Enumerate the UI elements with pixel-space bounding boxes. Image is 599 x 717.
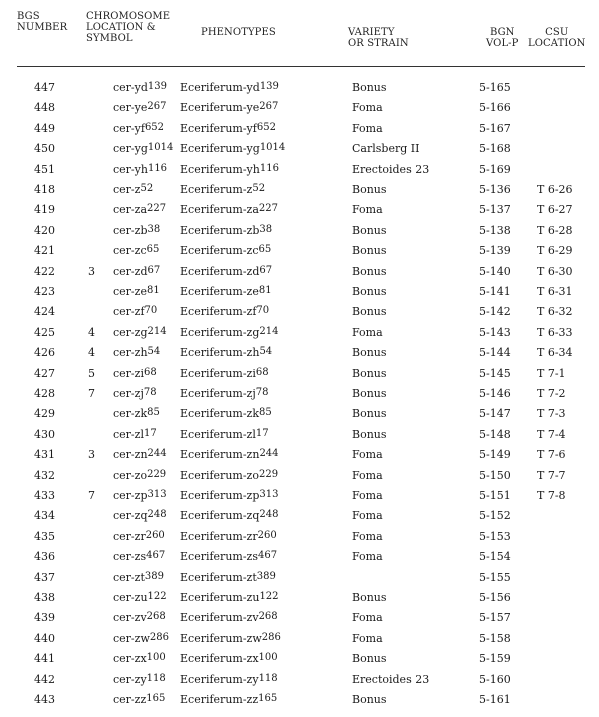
allele-superscript: 1014 xyxy=(147,142,174,154)
phenotype-cell: Eceriferum-$zk^{85}$ xyxy=(180,407,272,421)
phenotype-cell: Eceriferum-$zv^{268}$ xyxy=(180,611,278,625)
symbol-cell: cer-$zj^{78}$ xyxy=(113,387,157,400)
variety-cell: Foma xyxy=(352,325,383,339)
chromosome-cell: 4 xyxy=(88,325,95,339)
bgn-vol-p-cell: 5-145 xyxy=(479,366,511,380)
table-row xyxy=(0,137,599,157)
allele-superscript: 260 xyxy=(257,529,277,541)
symbol-cell: cer-$yd^{139}$ xyxy=(113,81,167,94)
variety-cell: Bonus xyxy=(352,366,387,380)
phenotype-cell: Eceriferum-$zc^{65}$ xyxy=(180,244,272,258)
bgs-number-cell: 442 xyxy=(34,672,55,686)
phenotype-cell: Eceriferum-$zf^{70}$ xyxy=(180,305,270,319)
table-row xyxy=(0,198,599,218)
phenotype-cell: Eceriferum-$zq^{248}$ xyxy=(180,509,279,523)
table-row xyxy=(0,178,599,198)
allele-superscript: 467 xyxy=(258,550,278,562)
bgs-number-cell: 423 xyxy=(34,285,55,298)
variety-cell: Bonus xyxy=(352,652,387,666)
allele-superscript: 38 xyxy=(259,223,273,235)
allele-superscript: 229 xyxy=(258,468,279,480)
allele-superscript: 67 xyxy=(147,264,161,276)
bgn-vol-p-cell: 5-150 xyxy=(479,468,511,482)
csu-location-cell: T 6-27 xyxy=(537,203,573,217)
symbol-cell: cer-$yf^{652}$ xyxy=(113,121,165,135)
bgn-vol-p-cell: 5-152 xyxy=(479,509,511,523)
table-row xyxy=(0,96,599,116)
bgs-number-cell: 419 xyxy=(34,203,55,217)
allele-superscript: 244 xyxy=(259,448,279,460)
symbol-cell: cer-$yh^{116}$ xyxy=(113,162,168,176)
bgs-number-cell: 421 xyxy=(34,244,55,258)
bgn-vol-p-cell: 5-159 xyxy=(479,652,511,666)
bgn-vol-p-cell: 5-137 xyxy=(479,203,511,217)
allele-superscript: 81 xyxy=(146,285,160,296)
chromosome-cell: 4 xyxy=(88,346,95,360)
csu-location-cell: T 6-26 xyxy=(537,183,573,196)
symbol-cell: cer-$zz^{165}$ xyxy=(113,693,166,706)
symbol-cell: cer-$zc^{65}$ xyxy=(113,244,160,258)
phenotype-cell: Eceriferum-$za^{227}$ xyxy=(180,203,278,217)
allele-superscript: 467 xyxy=(146,550,166,562)
allele-superscript: 100 xyxy=(146,652,166,664)
variety-cell: Bonus xyxy=(352,223,387,237)
bgn-vol-p-cell: 5-149 xyxy=(479,448,511,462)
phenotype-cell: Eceriferum-$zb^{38}$ xyxy=(180,223,273,237)
chromosome-cell: 3 xyxy=(88,448,95,462)
bgn-vol-p-cell: 5-165 xyxy=(479,81,511,94)
symbol-cell: cer-$ye^{267}$ xyxy=(113,101,167,115)
chromosome-cell: 7 xyxy=(88,387,95,400)
csu-location-cell: T 6-34 xyxy=(537,346,573,360)
allele-superscript: 122 xyxy=(259,591,279,602)
table-row xyxy=(0,484,599,504)
table-row xyxy=(0,627,599,647)
symbol-cell: cer-$zd^{67}$ xyxy=(113,264,161,278)
bgs-number-cell: 448 xyxy=(34,101,55,115)
bgs-number-cell: 438 xyxy=(34,591,55,604)
variety-cell: Bonus xyxy=(352,81,387,94)
allele-superscript: 65 xyxy=(146,244,160,256)
symbol-cell: cer-$zp^{313}$ xyxy=(113,489,167,502)
symbol-cell: cer-$zs^{467}$ xyxy=(113,550,166,564)
allele-superscript: 118 xyxy=(258,672,278,684)
bgn-vol-p-cell: 5-144 xyxy=(479,346,511,360)
variety-cell: Foma xyxy=(352,611,383,625)
variety-cell: Bonus xyxy=(352,285,387,298)
bgs-number-cell: 428 xyxy=(34,387,55,400)
table-row xyxy=(0,239,599,259)
bgn-vol-p-cell: 5-136 xyxy=(479,183,511,196)
allele-superscript: 70 xyxy=(144,305,158,317)
bgs-number-cell: 447 xyxy=(34,81,55,94)
symbol-cell: cer-$zv^{268}$ xyxy=(113,611,166,625)
table-row xyxy=(0,300,599,320)
symbol-cell: cer-$zt^{389}$ xyxy=(113,570,164,584)
table-row xyxy=(0,606,599,626)
symbol-cell: cer-$zg^{214}$ xyxy=(113,325,167,339)
allele-superscript: 313 xyxy=(259,489,279,500)
allele-superscript: 52 xyxy=(140,183,154,194)
allele-superscript: 139 xyxy=(147,81,167,92)
table-row xyxy=(0,362,599,382)
table-row xyxy=(0,341,599,361)
bgn-vol-p-cell: 5-143 xyxy=(479,325,511,339)
table-row xyxy=(0,647,599,667)
bgn-vol-p-cell: 5-142 xyxy=(479,305,511,319)
symbol-cell: cer-$zf^{70}$ xyxy=(113,305,158,319)
allele-superscript: 248 xyxy=(147,509,167,521)
variety-cell: Bonus xyxy=(352,346,387,360)
bgs-number-cell: 427 xyxy=(34,366,55,380)
symbol-cell: cer-$zi^{68}$ xyxy=(113,366,157,380)
chromosome-cell: 5 xyxy=(88,366,95,380)
phenotype-cell: Eceriferum-$zd^{67}$ xyxy=(180,264,273,278)
bgs-number-cell: 433 xyxy=(34,489,55,502)
phenotype-cell: Eceriferum-$zs^{467}$ xyxy=(180,550,278,564)
allele-superscript: 118 xyxy=(146,672,166,684)
variety-cell: Bonus xyxy=(352,427,387,441)
bgn-vol-p-cell: 5-140 xyxy=(479,264,511,278)
allele-superscript: 17 xyxy=(255,427,269,439)
bgn-vol-p-cell: 5-167 xyxy=(479,121,511,135)
variety-cell: Erectoides 23 xyxy=(352,672,430,686)
csu-location-cell: T 6-29 xyxy=(537,244,573,258)
table-row xyxy=(0,443,599,463)
csu-location-cell: T 7-7 xyxy=(537,468,566,482)
allele-superscript: 85 xyxy=(147,407,160,419)
bgs-number-cell: 426 xyxy=(34,346,55,360)
allele-superscript: 100 xyxy=(258,652,278,664)
phenotype-cell: Eceriferum-$zp^{313}$ xyxy=(180,489,279,502)
variety-cell: Bonus xyxy=(352,693,387,706)
table-row xyxy=(0,117,599,137)
header-chromosome-location-symbol: CHROMOSOME LOCATION & SYMBOL xyxy=(86,11,171,44)
phenotype-cell: Eceriferum-$zu^{122}$ xyxy=(180,591,279,604)
chromosome-cell: 7 xyxy=(88,489,95,502)
allele-superscript: 54 xyxy=(259,346,273,358)
table-row xyxy=(0,504,599,524)
variety-cell: Foma xyxy=(352,448,383,462)
header-phenotypes: PHENOTYPES xyxy=(201,27,276,38)
allele-superscript: 139 xyxy=(259,81,279,92)
allele-superscript: 81 xyxy=(258,285,272,296)
allele-superscript: 248 xyxy=(259,509,279,521)
table-row xyxy=(0,76,599,96)
bgs-number-cell: 431 xyxy=(34,448,55,462)
phenotype-cell: Eceriferum-$zt^{389}$ xyxy=(180,570,276,584)
symbol-cell: cer-$zq^{248}$ xyxy=(113,509,167,523)
bgn-vol-p-cell: 5-148 xyxy=(479,427,511,441)
bgn-vol-p-cell: 5-147 xyxy=(479,407,511,421)
allele-superscript: 268 xyxy=(258,611,278,623)
symbol-cell: cer-$yg^{1014}$ xyxy=(113,142,174,156)
bgs-number-cell: 430 xyxy=(34,427,55,441)
bgn-vol-p-cell: 5-154 xyxy=(479,550,511,564)
phenotype-cell: Eceriferum-$zl^{17}$ xyxy=(180,427,269,441)
allele-superscript: 389 xyxy=(256,570,276,582)
bgs-number-cell: 437 xyxy=(34,570,55,584)
bgs-number-cell: 435 xyxy=(34,529,55,543)
allele-superscript: 268 xyxy=(146,611,166,623)
allele-superscript: 38 xyxy=(147,223,161,235)
allele-superscript: 122 xyxy=(147,591,167,602)
table-row xyxy=(0,402,599,422)
allele-superscript: 116 xyxy=(259,162,279,174)
phenotype-cell: Eceriferum-$zn^{244}$ xyxy=(180,448,279,462)
symbol-cell: cer-$zu^{122}$ xyxy=(113,591,167,604)
variety-cell: Foma xyxy=(352,509,383,523)
csu-location-cell: T 6-31 xyxy=(537,285,573,298)
phenotype-cell: Eceriferum-$zx^{100}$ xyxy=(180,652,278,666)
bgs-number-cell: 439 xyxy=(34,611,55,625)
bgn-vol-p-cell: 5-155 xyxy=(479,570,511,584)
variety-cell: Bonus xyxy=(352,387,387,400)
variety-cell: Foma xyxy=(352,489,383,502)
bgs-number-cell: 441 xyxy=(34,652,55,666)
bgs-number-cell: 422 xyxy=(34,264,55,278)
bgs-number-cell: 443 xyxy=(34,693,55,706)
symbol-cell: cer-$zh^{54}$ xyxy=(113,346,161,360)
allele-superscript: 68 xyxy=(143,366,157,378)
allele-superscript: 65 xyxy=(258,244,272,256)
bgs-number-cell: 424 xyxy=(34,305,55,319)
phenotype-cell: Eceriferum-$zi^{68}$ xyxy=(180,366,269,380)
chromosome-cell: 3 xyxy=(88,264,95,278)
variety-cell: Bonus xyxy=(352,183,387,196)
bgs-number-cell: 436 xyxy=(34,550,55,564)
variety-cell: Foma xyxy=(352,121,383,135)
allele-superscript: 67 xyxy=(259,264,273,276)
bgn-vol-p-cell: 5-166 xyxy=(479,101,511,115)
table-row xyxy=(0,382,599,402)
bgn-vol-p-cell: 5-158 xyxy=(479,631,511,645)
csu-location-cell: T 7-3 xyxy=(537,407,566,421)
phenotype-cell: Eceriferum-$ze^{81}$ xyxy=(180,285,272,298)
allele-superscript: 652 xyxy=(144,121,165,133)
allele-superscript: 116 xyxy=(147,162,168,174)
csu-location-cell: T 6-32 xyxy=(537,305,573,319)
csu-location-cell: T 6-33 xyxy=(537,325,573,339)
csu-location-cell: T 7-4 xyxy=(537,427,566,441)
variety-cell: Foma xyxy=(352,550,383,564)
csu-location-cell: T 6-30 xyxy=(537,264,573,278)
allele-superscript: 1014 xyxy=(259,142,286,154)
table-row xyxy=(0,525,599,545)
variety-cell: Foma xyxy=(352,203,383,217)
allele-superscript: 267 xyxy=(147,101,167,113)
bgs-number-cell: 451 xyxy=(34,162,55,176)
symbol-cell: cer-$zn^{244}$ xyxy=(113,448,167,462)
bgn-vol-p-cell: 5-157 xyxy=(479,611,511,625)
phenotype-cell: Eceriferum-$zw^{286}$ xyxy=(180,631,281,645)
allele-superscript: 78 xyxy=(143,387,157,398)
variety-cell: Bonus xyxy=(352,591,387,604)
bgs-number-cell: 418 xyxy=(34,183,55,196)
bgn-vol-p-cell: 5-161 xyxy=(479,693,511,706)
phenotype-cell: Eceriferum-$zg^{214}$ xyxy=(180,325,279,339)
symbol-cell: cer-$zy^{118}$ xyxy=(113,672,166,686)
allele-superscript: 165 xyxy=(258,693,278,704)
bgn-vol-p-cell: 5-169 xyxy=(479,162,511,176)
allele-superscript: 52 xyxy=(252,183,266,194)
symbol-cell: cer-$zx^{100}$ xyxy=(113,652,166,666)
variety-cell: Foma xyxy=(352,468,383,482)
symbol-cell: cer-$zr^{260}$ xyxy=(113,529,165,543)
allele-superscript: 227 xyxy=(258,203,278,215)
allele-superscript: 165 xyxy=(146,693,166,704)
table-row xyxy=(0,423,599,443)
variety-cell: Foma xyxy=(352,101,383,115)
allele-superscript: 54 xyxy=(147,346,161,358)
phenotype-cell: Eceriferum-$zj^{78}$ xyxy=(180,387,269,400)
allele-superscript: 214 xyxy=(147,325,167,337)
allele-superscript: 68 xyxy=(255,366,269,378)
csu-location-cell: T 7-1 xyxy=(537,366,566,380)
symbol-cell: cer-$z^{52}$ xyxy=(113,183,154,196)
allele-superscript: 652 xyxy=(256,121,276,133)
allele-superscript: 85 xyxy=(259,407,272,419)
phenotype-cell: Eceriferum-$zr^{260}$ xyxy=(180,529,277,543)
header-csu-location: CSU LOCATION xyxy=(528,27,586,49)
variety-cell: Bonus xyxy=(352,305,387,319)
bgs-number-cell: 434 xyxy=(34,509,55,523)
allele-superscript: 78 xyxy=(255,387,269,398)
header-variety-or-strain: VARIETY OR STRAIN xyxy=(348,27,409,49)
table-row xyxy=(0,280,599,300)
allele-superscript: 214 xyxy=(259,325,279,337)
table-row xyxy=(0,545,599,565)
header-bgn-vol-p: BGN VOL-P xyxy=(486,27,519,49)
bgn-vol-p-cell: 5-151 xyxy=(479,489,511,502)
variety-cell: Bonus xyxy=(352,407,387,421)
phenotype-cell: Eceriferum-$yh^{116}$ xyxy=(180,162,279,176)
bgn-vol-p-cell: 5-146 xyxy=(479,387,511,400)
symbol-cell: cer-$zl^{17}$ xyxy=(113,427,157,441)
phenotype-cell: Eceriferum-$zz^{165}$ xyxy=(180,693,278,706)
bgn-vol-p-cell: 5-168 xyxy=(479,142,511,156)
bgs-number-cell: 450 xyxy=(34,142,55,156)
phenotype-cell: Eceriferum-$yf^{652}$ xyxy=(180,121,276,135)
symbol-cell: cer-$zo^{229}$ xyxy=(113,468,167,482)
phenotype-cell: Eceriferum-$yd^{139}$ xyxy=(180,81,279,94)
table-row xyxy=(0,586,599,606)
csu-location-cell: T 7-8 xyxy=(537,489,566,502)
allele-superscript: 227 xyxy=(147,203,167,215)
allele-superscript: 313 xyxy=(147,489,167,500)
table-row xyxy=(0,260,599,280)
csu-location-cell: T 6-28 xyxy=(537,223,573,237)
table-row xyxy=(0,688,599,708)
variety-cell: Erectoides 23 xyxy=(352,162,430,176)
bgs-number-cell: 420 xyxy=(34,223,55,237)
variety-cell: Foma xyxy=(352,631,383,645)
bgn-vol-p-cell: 5-139 xyxy=(479,244,511,258)
phenotype-cell: Eceriferum-$zy^{118}$ xyxy=(180,672,278,686)
variety-cell: Foma xyxy=(352,529,383,543)
allele-superscript: 17 xyxy=(143,427,157,439)
phenotype-cell: Eceriferum-$ye^{267}$ xyxy=(180,101,279,115)
bgs-number-cell: 425 xyxy=(34,325,55,339)
table-row xyxy=(0,668,599,688)
csu-location-cell: T 7-2 xyxy=(537,387,566,400)
bgn-vol-p-cell: 5-153 xyxy=(479,529,511,543)
bgs-number-cell: 432 xyxy=(34,468,55,482)
header-divider xyxy=(17,66,585,67)
bgn-vol-p-cell: 5-141 xyxy=(479,285,511,298)
phenotype-cell: Eceriferum-$z^{52}$ xyxy=(180,183,266,196)
header-bgs-number: BGS NUMBER xyxy=(17,11,68,33)
table-row xyxy=(0,158,599,178)
table-row xyxy=(0,321,599,341)
allele-superscript: 267 xyxy=(259,101,279,113)
symbol-cell: cer-$ze^{81}$ xyxy=(113,285,160,298)
bgn-vol-p-cell: 5-138 xyxy=(479,223,511,237)
table-row xyxy=(0,219,599,239)
bgs-number-cell: 440 xyxy=(34,631,55,645)
allele-superscript: 244 xyxy=(147,448,167,460)
allele-superscript: 260 xyxy=(145,529,165,541)
symbol-cell: cer-$za^{227}$ xyxy=(113,203,167,217)
bgs-number-cell: 429 xyxy=(34,407,55,421)
csu-location-cell: T 7-6 xyxy=(537,448,566,462)
allele-superscript: 286 xyxy=(261,631,281,643)
variety-cell: Bonus xyxy=(352,264,387,278)
table-row xyxy=(0,464,599,484)
table-row xyxy=(0,566,599,586)
phenotype-cell: Eceriferum-$zh^{54}$ xyxy=(180,346,273,360)
variety-cell: Bonus xyxy=(352,244,387,258)
bgs-number-cell: 449 xyxy=(34,121,55,135)
symbol-cell: cer-$zb^{38}$ xyxy=(113,223,161,237)
symbol-cell: cer-$zk^{85}$ xyxy=(113,407,160,421)
allele-superscript: 389 xyxy=(144,570,164,582)
allele-superscript: 229 xyxy=(147,468,167,480)
bgn-vol-p-cell: 5-160 xyxy=(479,672,511,686)
phenotype-cell: Eceriferum-$zo^{229}$ xyxy=(180,468,279,482)
allele-superscript: 70 xyxy=(256,305,270,317)
bgn-vol-p-cell: 5-156 xyxy=(479,591,511,604)
phenotype-cell: Eceriferum-$yg^{1014}$ xyxy=(180,142,286,156)
symbol-cell: cer-$zw^{286}$ xyxy=(113,631,169,645)
variety-cell: Carlsberg II xyxy=(352,142,420,156)
allele-superscript: 286 xyxy=(149,631,169,643)
